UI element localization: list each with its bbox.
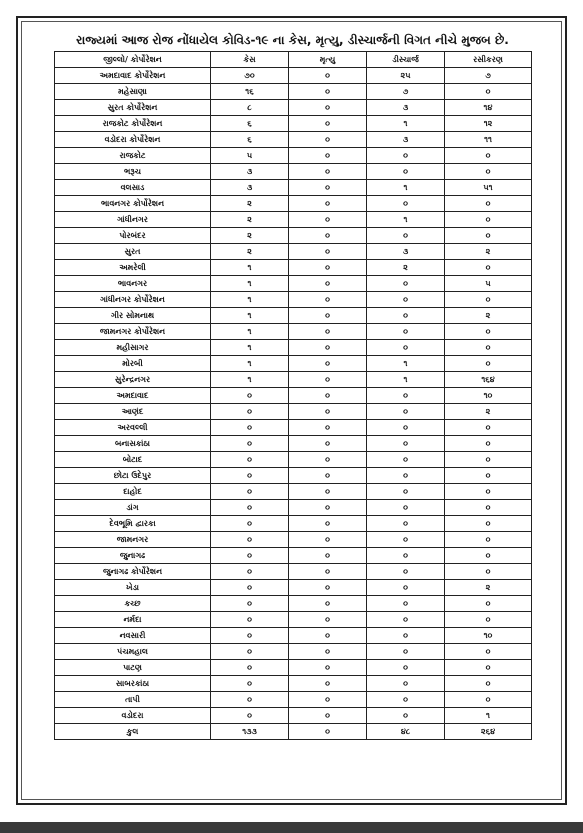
cell-cases: ૭૦	[211, 68, 289, 84]
cell-deaths: ૦	[289, 388, 367, 404]
cell-cases: ૧	[211, 276, 289, 292]
cell-cases: ૨	[211, 212, 289, 228]
cell-cases: ૦	[211, 388, 289, 404]
cell-deaths: ૦	[289, 84, 367, 100]
cell-district: તાપી	[55, 692, 211, 708]
cell-vaccination: ૨	[445, 580, 532, 596]
cell-discharged: ૦	[367, 420, 445, 436]
table-row	[55, 452, 532, 468]
cell-cases: ૦	[211, 692, 289, 708]
cell-district: દેવભૂમિ દ્વારકા	[55, 516, 211, 532]
table-row	[55, 196, 532, 212]
cell-cases: ૦	[211, 436, 289, 452]
cell-deaths: ૦	[289, 676, 367, 692]
cell-deaths: ૦	[289, 276, 367, 292]
cell-discharged: ૦	[367, 436, 445, 452]
cell-cases: ૨	[211, 244, 289, 260]
cell-deaths: ૦	[289, 628, 367, 644]
cell-vaccination: ૭	[445, 68, 532, 84]
total-discharged: ૪૮	[367, 724, 445, 740]
cell-district: મોરબી	[55, 356, 211, 372]
cell-discharged: ૦	[367, 228, 445, 244]
table-row	[55, 484, 532, 500]
cell-deaths: ૦	[289, 436, 367, 452]
cell-deaths: ૦	[289, 708, 367, 724]
table-row	[55, 324, 532, 340]
table-row	[55, 628, 532, 644]
cell-discharged: ૧	[367, 372, 445, 388]
cell-discharged: ૦	[367, 324, 445, 340]
cell-cases: ૦	[211, 676, 289, 692]
table-row	[55, 468, 532, 484]
cell-cases: ૫	[211, 148, 289, 164]
cell-deaths: ૦	[289, 196, 367, 212]
cell-district: રાજકોટ	[55, 148, 211, 164]
cell-district: પોરબંદર	[55, 228, 211, 244]
cell-deaths: ૦	[289, 420, 367, 436]
cell-discharged: ૦	[367, 532, 445, 548]
cell-vaccination: ૫૧	[445, 180, 532, 196]
cell-discharged: ૦	[367, 276, 445, 292]
cell-deaths: ૦	[289, 564, 367, 580]
cell-discharged: ૦	[367, 292, 445, 308]
cell-district: મહીસાગર	[55, 340, 211, 356]
cell-deaths: ૦	[289, 372, 367, 388]
cell-vaccination: ૦	[445, 564, 532, 580]
cell-discharged: ૨૫	[367, 68, 445, 84]
table-row	[55, 500, 532, 516]
table-row	[55, 340, 532, 356]
cell-deaths: ૦	[289, 452, 367, 468]
cell-vaccination: ૦	[445, 228, 532, 244]
cell-cases: ૨	[211, 228, 289, 244]
cell-deaths: ૦	[289, 692, 367, 708]
cell-discharged: ૦	[367, 660, 445, 676]
cell-deaths: ૦	[289, 484, 367, 500]
cell-deaths: ૦	[289, 500, 367, 516]
cell-cases: ૧	[211, 340, 289, 356]
cell-cases: ૧	[211, 324, 289, 340]
cell-cases: ૦	[211, 644, 289, 660]
cell-discharged: ૦	[367, 516, 445, 532]
table-row	[55, 100, 532, 116]
cell-deaths: ૦	[289, 532, 367, 548]
table-row	[55, 596, 532, 612]
cell-deaths: ૦	[289, 340, 367, 356]
cell-district: ભાવનગર	[55, 276, 211, 292]
cell-discharged: ૦	[367, 196, 445, 212]
cell-district: જામનગર કોર્પોરેશન	[55, 324, 211, 340]
table-row	[55, 292, 532, 308]
header-discharged: ડીસ્ચાર્જ	[367, 52, 445, 68]
header-district: જીલ્લો/ કોર્પોરેશન	[55, 52, 211, 68]
cell-deaths: ૦	[289, 164, 367, 180]
cell-deaths: ૦	[289, 100, 367, 116]
cell-district: ભાવનગર કોર્પોરેશન	[55, 196, 211, 212]
cell-vaccination: ૦	[445, 676, 532, 692]
cell-vaccination: ૦	[445, 548, 532, 564]
cell-discharged: ૦	[367, 500, 445, 516]
cell-deaths: ૦	[289, 308, 367, 324]
cell-deaths: ૦	[289, 660, 367, 676]
table-row	[55, 116, 532, 132]
cell-deaths: ૦	[289, 612, 367, 628]
cell-vaccination: ૦	[445, 212, 532, 228]
cell-discharged: ૦	[367, 468, 445, 484]
cell-discharged: ૧	[367, 212, 445, 228]
table-row	[55, 436, 532, 452]
cell-deaths: ૦	[289, 356, 367, 372]
table-total-row	[55, 724, 532, 740]
cell-district: વડોદરા કોર્પોરેશન	[55, 132, 211, 148]
table-row	[55, 676, 532, 692]
cell-cases: ૦	[211, 580, 289, 596]
cell-vaccination: ૦	[445, 356, 532, 372]
cell-deaths: ૦	[289, 228, 367, 244]
cell-cases: ૩	[211, 180, 289, 196]
cell-vaccination: ૦	[445, 660, 532, 676]
cell-district: જુનાગઢ	[55, 548, 211, 564]
cell-deaths: ૦	[289, 516, 367, 532]
cell-deaths: ૦	[289, 68, 367, 84]
table-row	[55, 132, 532, 148]
cell-vaccination: ૦	[445, 196, 532, 212]
cell-vaccination: ૧	[445, 708, 532, 724]
cell-district: પાટણ	[55, 660, 211, 676]
cell-vaccination: ૦	[445, 596, 532, 612]
cell-district: જુનાગઢ કોર્પોરેશન	[55, 564, 211, 580]
cell-vaccination: ૧૬૪	[445, 372, 532, 388]
cell-discharged: ૧	[367, 356, 445, 372]
cell-discharged: ૩	[367, 244, 445, 260]
table-row	[55, 548, 532, 564]
cell-district: ડાંગ	[55, 500, 211, 516]
cell-vaccination: ૦	[445, 324, 532, 340]
cell-deaths: ૦	[289, 644, 367, 660]
cell-district: આણંદ	[55, 404, 211, 420]
cell-cases: ૧	[211, 308, 289, 324]
header-cases: કેસ	[211, 52, 289, 68]
cell-vaccination: ૨	[445, 308, 532, 324]
table-row	[55, 580, 532, 596]
cell-vaccination: ૦	[445, 516, 532, 532]
cell-vaccination: ૦	[445, 484, 532, 500]
cell-discharged: ૦	[367, 708, 445, 724]
cell-district: અમદાવાદ કોર્પોરેશન	[55, 68, 211, 84]
header-vaccination: રસીકરણ	[445, 52, 532, 68]
cell-district: ગાંધીનગર	[55, 212, 211, 228]
cell-discharged: ૧	[367, 180, 445, 196]
cell-cases: ૦	[211, 532, 289, 548]
table-row	[55, 564, 532, 580]
cell-vaccination: ૦	[445, 436, 532, 452]
cell-deaths: ૦	[289, 324, 367, 340]
cell-district: બનાસકાંઠા	[55, 436, 211, 452]
table-row	[55, 180, 532, 196]
cell-district: વલસાડ	[55, 180, 211, 196]
cell-deaths: ૦	[289, 212, 367, 228]
page-bottom-bar	[0, 822, 583, 833]
cell-discharged: ૦	[367, 628, 445, 644]
cell-discharged: ૦	[367, 148, 445, 164]
cell-discharged: ૦	[367, 692, 445, 708]
cell-vaccination: ૦	[445, 340, 532, 356]
cell-district: જામનગર	[55, 532, 211, 548]
cell-discharged: ૩	[367, 100, 445, 116]
cell-cases: ૧	[211, 260, 289, 276]
total-cases: ૧૩૩	[211, 724, 289, 740]
cell-discharged: ૧	[367, 116, 445, 132]
cell-discharged: ૦	[367, 404, 445, 420]
cell-cases: ૧	[211, 372, 289, 388]
cell-district: ખેડા	[55, 580, 211, 596]
cell-district: ભરૂચ	[55, 164, 211, 180]
table-row	[55, 532, 532, 548]
cell-vaccination: ૦	[445, 532, 532, 548]
cell-district: અમરેલી	[55, 260, 211, 276]
cell-cases: ૦	[211, 484, 289, 500]
table-row	[55, 612, 532, 628]
cell-cases: ૦	[211, 628, 289, 644]
cell-vaccination: ૨	[445, 404, 532, 420]
cell-district: પંચમહાલ	[55, 644, 211, 660]
cell-discharged: ૦	[367, 164, 445, 180]
cell-vaccination: ૨	[445, 244, 532, 260]
cell-vaccination: ૦	[445, 644, 532, 660]
cell-vaccination: ૦	[445, 500, 532, 516]
table-row	[55, 708, 532, 724]
cell-discharged: ૭	[367, 84, 445, 100]
cell-deaths: ૦	[289, 132, 367, 148]
cell-discharged: ૦	[367, 452, 445, 468]
cell-deaths: ૦	[289, 180, 367, 196]
cell-district: સુરત	[55, 244, 211, 260]
table-row	[55, 276, 532, 292]
cell-discharged: ૦	[367, 596, 445, 612]
cell-cases: ૮	[211, 100, 289, 116]
cell-cases: ૦	[211, 404, 289, 420]
cell-district: કચ્છ	[55, 596, 211, 612]
cell-discharged: ૨	[367, 260, 445, 276]
cell-vaccination: ૦	[445, 292, 532, 308]
cell-vaccination: ૧૦	[445, 628, 532, 644]
cell-district: દાહોદ	[55, 484, 211, 500]
cell-deaths: ૦	[289, 260, 367, 276]
cell-district: સાબરકાંઠા	[55, 676, 211, 692]
cell-cases: ૦	[211, 500, 289, 516]
table-row	[55, 84, 532, 100]
cell-discharged: ૦	[367, 580, 445, 596]
cell-district: બોટાદ	[55, 452, 211, 468]
cell-cases: ૧	[211, 292, 289, 308]
cell-deaths: ૦	[289, 116, 367, 132]
total-vaccination: ૨૬૪	[445, 724, 532, 740]
cell-deaths: ૦	[289, 596, 367, 612]
cell-discharged: ૦	[367, 612, 445, 628]
cell-district: અમદાવાદ	[55, 388, 211, 404]
cell-vaccination: ૦	[445, 452, 532, 468]
cell-cases: ૦	[211, 564, 289, 580]
cell-district: અરવલ્લી	[55, 420, 211, 436]
cell-cases: ૦	[211, 660, 289, 676]
cell-vaccination: ૦	[445, 468, 532, 484]
cell-district: છોટા ઉદેપુર	[55, 468, 211, 484]
cell-deaths: ૦	[289, 244, 367, 260]
cell-district: નવસારી	[55, 628, 211, 644]
cell-cases: ૬	[211, 116, 289, 132]
table-row	[55, 356, 532, 372]
cell-district: ગાંધીનગર કોર્પોરેશન	[55, 292, 211, 308]
table-row	[55, 644, 532, 660]
cell-cases: ૦	[211, 708, 289, 724]
table-row	[55, 420, 532, 436]
document-title: રાજ્યમાં આજ રોજ નોંધાયેલ કોવિડ-૧૯ ના કેસ, મૃત્યુ, ડીસ્ચાર્જની વિગત નીચે મુજબ છે.	[76, 33, 509, 47]
cell-cases: ૦	[211, 516, 289, 532]
table-row	[55, 212, 532, 228]
total-label: કુલ	[55, 724, 211, 740]
cell-discharged: ૦	[367, 484, 445, 500]
cell-cases: ૦	[211, 420, 289, 436]
cell-vaccination: ૧૨	[445, 116, 532, 132]
cell-cases: ૦	[211, 452, 289, 468]
cell-deaths: ૦	[289, 548, 367, 564]
cell-district: સુરત કોર્પોરેશન	[55, 100, 211, 116]
cell-vaccination: ૦	[445, 420, 532, 436]
cell-deaths: ૦	[289, 292, 367, 308]
cell-vaccination: ૦	[445, 612, 532, 628]
cell-cases: ૦	[211, 596, 289, 612]
table-row	[55, 244, 532, 260]
cell-deaths: ૦	[289, 404, 367, 420]
table-header-row	[55, 52, 532, 68]
cell-vaccination: ૫	[445, 276, 532, 292]
cell-cases: ૦	[211, 548, 289, 564]
cell-district: રાજકોટ કોર્પોરેશન	[55, 116, 211, 132]
cell-vaccination: ૦	[445, 260, 532, 276]
cell-discharged: ૦	[367, 548, 445, 564]
header-deaths: મૃત્યુ	[289, 52, 367, 68]
cell-vaccination: ૦	[445, 148, 532, 164]
cell-deaths: ૦	[289, 148, 367, 164]
cell-deaths: ૦	[289, 468, 367, 484]
cell-discharged: ૩	[367, 132, 445, 148]
cell-district: સુરેન્દ્રનગર	[55, 372, 211, 388]
table-row	[55, 68, 532, 84]
table-row	[55, 260, 532, 276]
table-row	[55, 660, 532, 676]
cell-vaccination: ૦	[445, 692, 532, 708]
covid-district-table	[54, 51, 532, 740]
table-row	[55, 308, 532, 324]
cell-discharged: ૦	[367, 644, 445, 660]
table-row	[55, 164, 532, 180]
table-row	[55, 148, 532, 164]
cell-cases: ૦	[211, 468, 289, 484]
cell-cases: ૦	[211, 612, 289, 628]
cell-discharged: ૦	[367, 388, 445, 404]
cell-vaccination: ૧૦	[445, 388, 532, 404]
table-row	[55, 404, 532, 420]
cell-cases: ૧૬	[211, 84, 289, 100]
cell-cases: ૧	[211, 356, 289, 372]
cell-district: ગીર સોમનાથ	[55, 308, 211, 324]
cell-vaccination: ૦	[445, 84, 532, 100]
cell-vaccination: ૧૧	[445, 132, 532, 148]
total-deaths: ૦	[289, 724, 367, 740]
table-row	[55, 516, 532, 532]
cell-district: મહેસાણા	[55, 84, 211, 100]
cell-vaccination: ૦	[445, 164, 532, 180]
cell-cases: ૬	[211, 132, 289, 148]
cell-discharged: ૦	[367, 340, 445, 356]
cell-discharged: ૦	[367, 564, 445, 580]
cell-discharged: ૦	[367, 308, 445, 324]
table-body	[55, 68, 532, 724]
cell-vaccination: ૧૪	[445, 100, 532, 116]
cell-district: નર્મદા	[55, 612, 211, 628]
table-row	[55, 388, 532, 404]
cell-district: વડોદરા	[55, 708, 211, 724]
table-row	[55, 228, 532, 244]
cell-cases: ૨	[211, 196, 289, 212]
cell-deaths: ૦	[289, 580, 367, 596]
cell-discharged: ૦	[367, 676, 445, 692]
table-row	[55, 372, 532, 388]
cell-cases: ૩	[211, 164, 289, 180]
table-row	[55, 692, 532, 708]
